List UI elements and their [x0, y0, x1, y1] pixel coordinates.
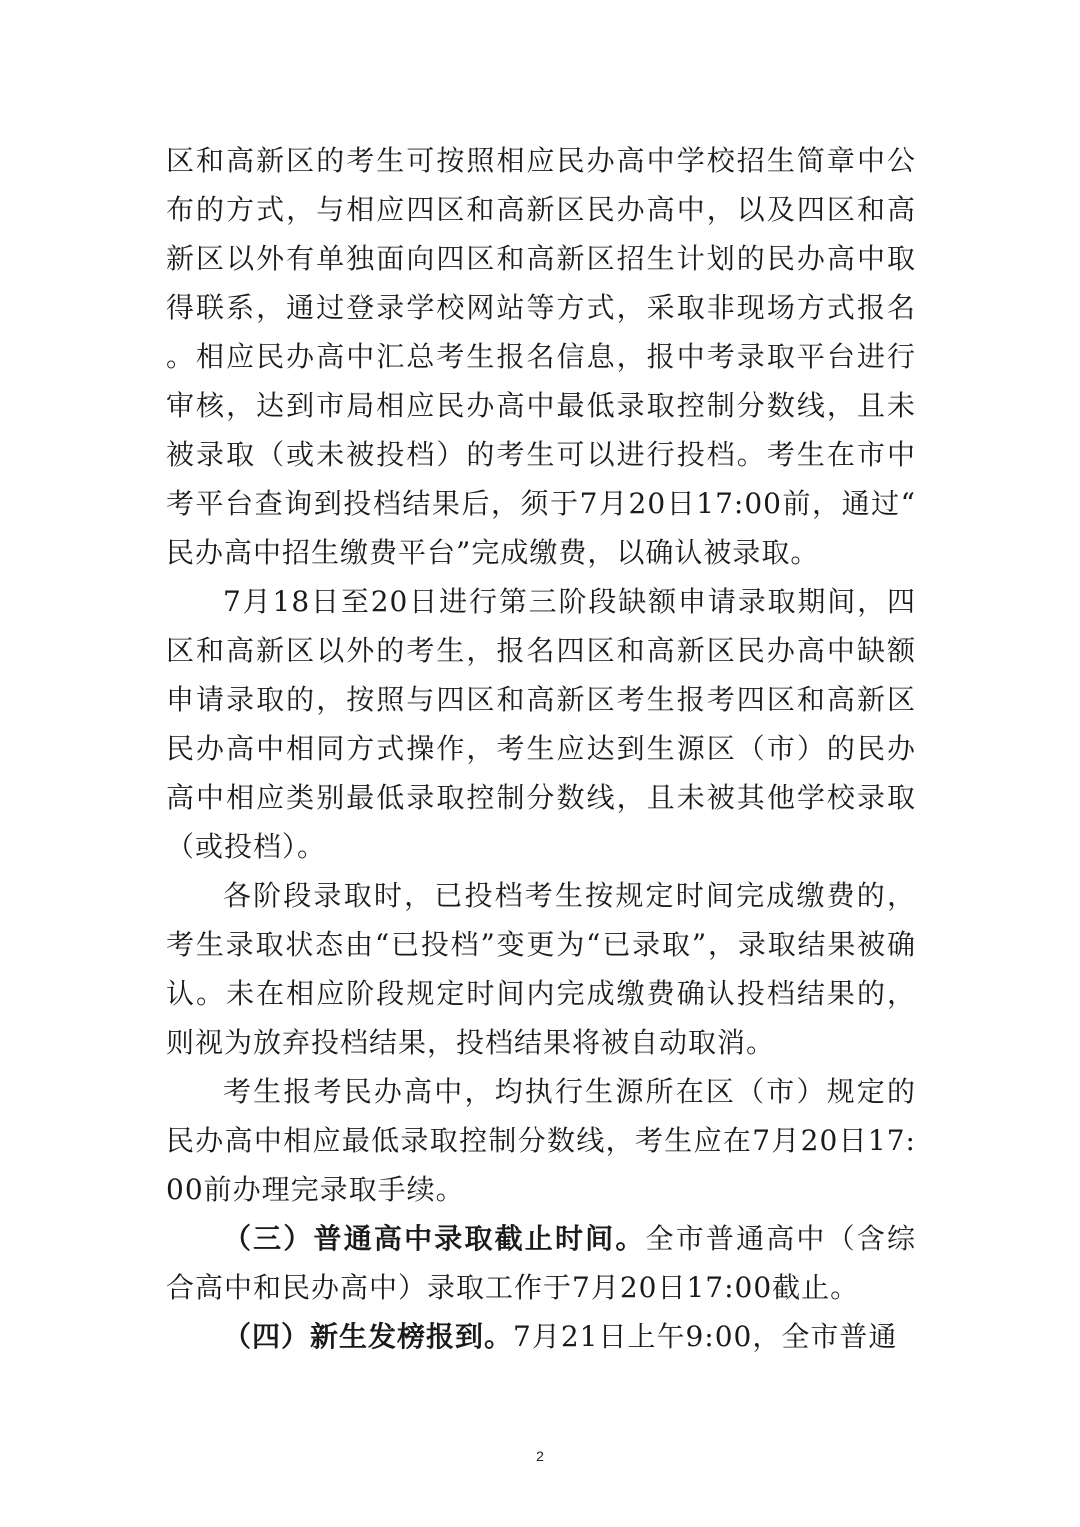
paragraph-third-stage: [166, 577, 916, 871]
document-body: [166, 136, 916, 1361]
section-heading-registration: （四）新生发榜报到。: [223, 1320, 514, 1353]
paragraph-admission-status: [166, 871, 916, 1067]
section-heading-deadline: （三）普通高中录取截止时间。: [223, 1222, 646, 1255]
paragraph-continuation: [166, 136, 916, 577]
paragraph-5-text: 全市普通高中（含综合高中和民办高中）录取工作于7月20日17:00截止。: [166, 1222, 916, 1304]
paragraph-3-text: 各阶段录取时，已投档考生按规定时间完成缴费的，考生录取状态由“已投档”变更为“已录取”，录取结果被确认。未在相应阶段规定时间内完成缴费确认投档结果的，则视为放弃投档结果，投档结果将被自动取消。: [166, 879, 916, 1059]
paragraph-deadline: [166, 1214, 916, 1312]
paragraph-1-text: 区和高新区的考生可按照相应民办高中学校招生简章中公布的方式，与相应四区和高新区民办高中，以及四区和高新区以外有单独面向四区和高新区招生计划的民办高中取得联系，通过登录学校网站等方式，采取非现场方式报名。相应民办高中汇总考生报名信息，报中考录取平台进行审核，达到市局相应民办高中最低录取控制分数线，且未被录取（或未被投档）的考生可以进行投档。考生在市中考平台查询到投档结果后，须于7月20日17:00前，通过“民办高中招生缴费平台”完成缴费，以确认被录取。: [166, 144, 916, 569]
paragraph-4-text: 考生报考民办高中，均执行生源所在区（市）规定的民办高中相应最低录取控制分数线，考生应在7月20日17:00前办理完录取手续。: [166, 1075, 916, 1206]
paragraph-registration: [166, 1312, 916, 1361]
paragraph-2-text: 7月18日至20日进行第三阶段缺额申请录取期间，四区和高新区以外的考生，报名四区和高新区民办高中缺额申请录取的，按照与四区和高新区考生报考四区和高新区民办高中相同方式操作，考生应达到生源区（市）的民办高中相应类别最低录取控制分数线，且未被其他学校录取（或投档）。: [166, 585, 916, 863]
paragraph-private-school-score: [166, 1067, 916, 1214]
paragraph-6-text: 7月21日上午9:00，全市普通: [513, 1320, 898, 1353]
page-number: 2: [536, 1448, 544, 1464]
